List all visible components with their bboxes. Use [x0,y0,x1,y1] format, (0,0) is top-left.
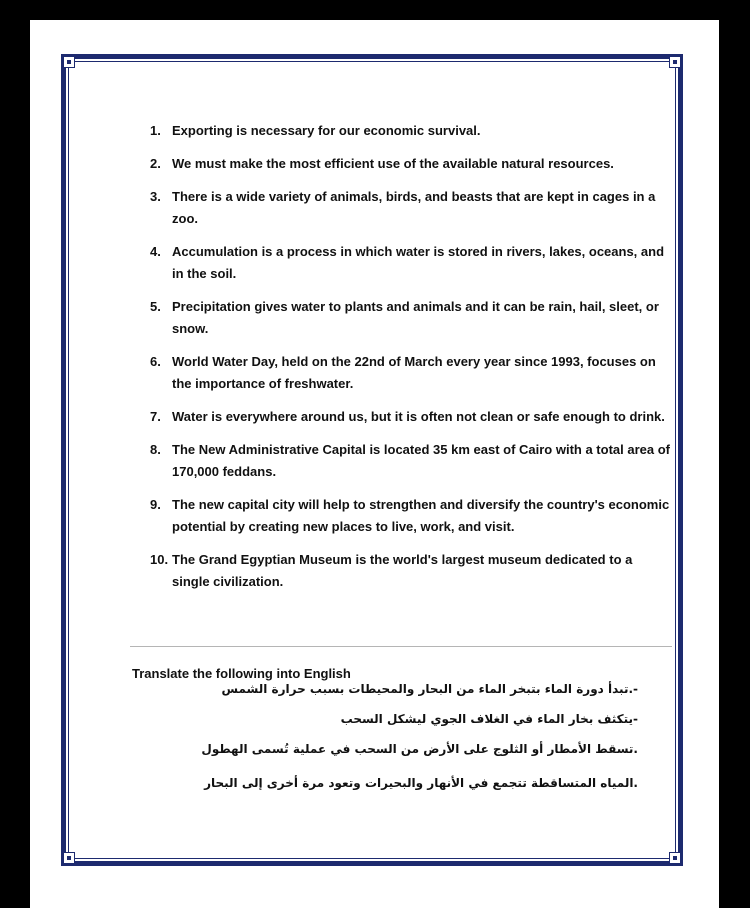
corner-ornament-top-left [63,56,75,68]
item-number: 9. [150,497,161,512]
list-item [150,406,670,428]
item-number: 7. [150,409,161,424]
item-text: The new capital city will help to strengthen and diversify the country's economic potential by creating new places to live, work, and visit. [172,497,670,534]
arabic-line-3: .تسقط الأمطار أو الثلوج على الأرض من السحب في عملية تُسمى الهطول [201,742,638,756]
translate-heading: Translate the following into English [132,666,351,681]
item-text: We must make the most efficient use of the available natural resources. [172,156,614,171]
item-number: 6. [150,354,161,369]
arabic-line-2: -يتكثف بخار الماء في الغلاف الجوي ليشكل السحب [340,712,638,726]
corner-ornament-bottom-left [63,852,75,864]
item-number: 2. [150,156,161,171]
item-number: 4. [150,244,161,259]
item-text: Precipitation gives water to plants and animals and it can be rain, hail, sleet, or snow. [172,299,659,336]
item-text: Accumulation is a process in which water is stored in rivers, lakes, oceans, and in the soil. [172,244,665,281]
corner-ornament-top-right [669,56,681,68]
list-item [150,439,670,483]
item-text: World Water Day, held on the 22nd of March every year since 1993, focuses on the importance of freshwater. [172,354,656,391]
section-divider [130,646,672,647]
list-item [150,494,670,538]
list-item [150,351,670,395]
item-text: There is a wide variety of animals, birds, and beasts that are kept in cages in a zoo. [172,189,656,226]
list-item [150,241,670,285]
arabic-line-4: .المياه المتساقطة تتجمع في الأنهار والبحيرات وتعود مرة أخرى إلى البحار [204,776,638,790]
item-text: Water is everywhere around us, but it is often not clean or safe enough to drink. [172,409,665,424]
item-number: 3. [150,189,161,204]
list-item [150,296,670,340]
sentence-list-section [150,120,670,604]
item-number: 8. [150,442,161,457]
item-text: The New Administrative Capital is located 35 km east of Cairo with a total area of 170,000 feddans. [172,442,670,479]
arabic-line-1: -.تبدأ دورة الماء بتبخر الماء من البحار والمحيطات بسبب حرارة الشمس [221,682,638,696]
list-item [150,153,670,175]
list-item [150,186,670,230]
list-item [150,120,670,142]
item-number: 5. [150,299,161,314]
sentence-list [150,120,670,593]
document-page [30,20,719,908]
item-number: 1. [150,123,161,138]
item-text: The Grand Egyptian Museum is the world's largest museum dedicated to a single civilization. [172,552,633,589]
corner-ornament-bottom-right [669,852,681,864]
item-number: 10. [150,552,169,567]
item-text: Exporting is necessary for our economic survival. [172,123,481,138]
list-item [150,549,670,593]
